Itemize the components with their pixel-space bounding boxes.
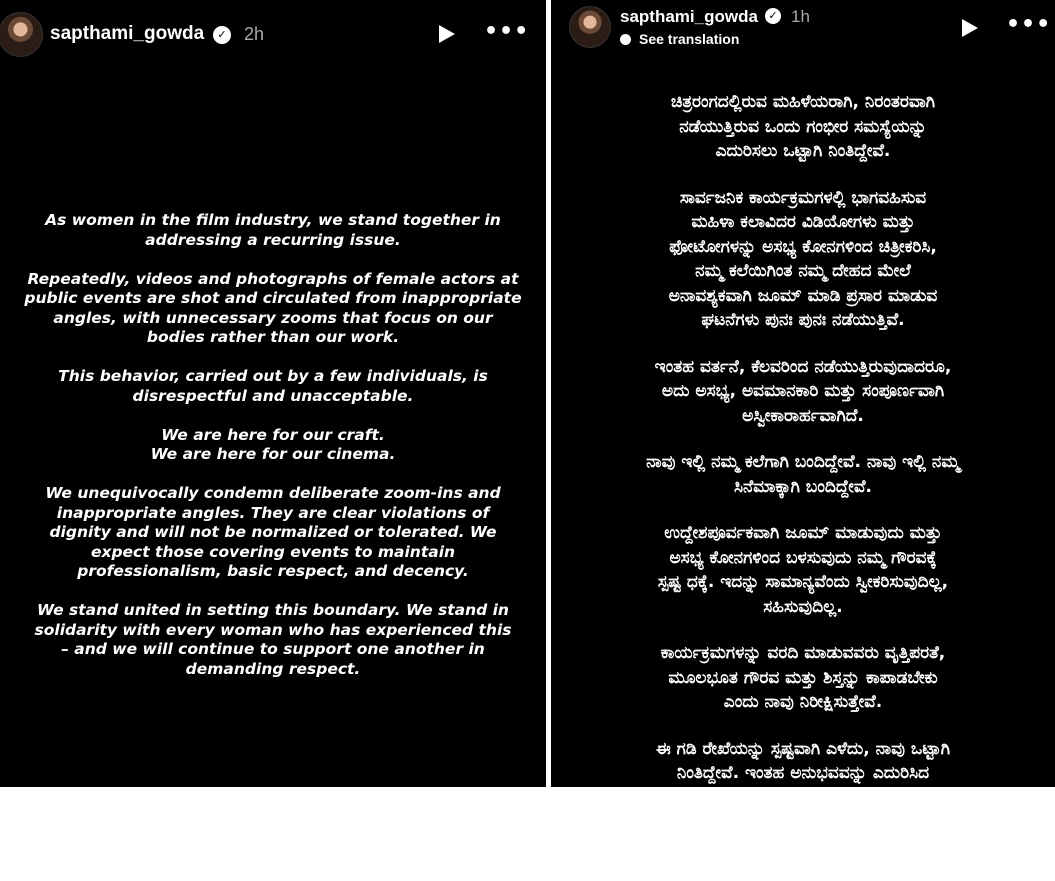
story-paragraph: ಉದ್ದೇಶಪೂರ್ವಕವಾಗಿ ಜೂಮ್ ಮಾಡುವುದು ಮತ್ತು ಅಸಭ್ಯ ಕೋನಗಳಿಂದ ಬಳಸುವುದು ನಮ್ಮ ಗೌರವಕ್ಕೆ ಸ್ಪಷ್ಟ ಧಕ್ಕೆ. ಇದನ್ನು ಸಾಮಾನ್ಯವೆಂದು ಸ್ವೀಕರಿಸುವುದಿಲ್ಲ, ಸಹಿಸುವುದಿಲ್ಲ. — [657, 523, 949, 617]
story-paragraph: Repeatedly, videos and photographs of female actors at public events are shot and circulated from inappropriate angles, with unnecessary zooms that focus on our bodies rather than our work. — [24, 269, 522, 346]
story-paragraph: ಕಾರ್ಯಕ್ರಮಗಳನ್ನು ವರದಿ ಮಾಡುವವರು ವೃತ್ತಿಪರತೆ, ಮೂಲಭೂತ ಗೌರವ ಮತ್ತು ಶಿಸ್ತನ್ನು ಕಾಪಾಡಬೇಕು ಎಂದು ನಾವು ನಿರೀಕ್ಷಿಸುತ್ತೇವೆ. — [660, 643, 946, 712]
username[interactable]: sapthami_gowda — [620, 7, 758, 26]
story-paragraph: We are here for our craft. We are here for our cinema. — [150, 425, 396, 463]
more-options-icon[interactable]: ••• — [1006, 12, 1052, 37]
story-text — [561, 90, 1045, 881]
verified-badge-icon: ✓ — [765, 8, 781, 24]
story-paragraph: This behavior, carried out by a few individuals, is disrespectful and unacceptable. — [58, 367, 488, 405]
username[interactable]: sapthami_gowda — [50, 23, 205, 44]
more-options-icon[interactable]: ••• — [484, 19, 530, 44]
story-paragraph: ಸಾರ್ವಜನಿಕ ಕಾರ್ಯಕ್ರಮಗಳಲ್ಲಿ ಭಾಗವಹಿಸುವ ಮಹಿಳಾ ಕಲಾವಿದರ ವಿಡಿಯೋಗಳು ಮತ್ತು ಫೋಟೋಗಳನ್ನು ಅಸಭ್ಯ ಕೋನಗಳಿಂದ ಚಿತ್ರೀಕರಿಸಿ, ನಮ್ಮ ಕಲೆಯಿಗಿಂತ ನಮ್ಮ ದೇಹದ ಮೇಲೆ ಅನಾವಶ್ಯಕವಾಗಿ ಜೂಮ್ ಮಾಡಿ ಪ್ರಸಾರ ಮಾಡುವ ಘಟನೆಗಳು ಪುನಃ ಪುನಃ ನಡೆಯುತ್ತಿವೆ. — [668, 187, 938, 330]
avatar[interactable] — [569, 6, 611, 48]
story-paragraph: ಇಂತಹ ವರ್ತನೆ, ಕೆಲವರಿಂದ ನಡೆಯುತ್ತಿರುವುದಾದರೂ, ಅದು ಅಸಭ್ಯ, ಅವಮಾನಕಾರಿ ಮತ್ತು ಸಂಪೂರ್ಣವಾಗಿ ಅಸ್ವೀಕಾರಾರ್ಹವಾಗಿದೆ. — [654, 356, 952, 426]
post-timestamp: 1h — [791, 7, 810, 26]
story-panel-kannada — [551, 0, 1055, 857]
story-text — [0, 211, 546, 699]
story-paragraph: We unequivocally condemn deliberate zoom-ins and inappropriate angles. They are clear violations of dignity and will not be normalized or tolerated. We expect those covering events to maintain professionalism, basic respect, and decency. — [45, 484, 501, 580]
play-icon[interactable] — [439, 25, 455, 43]
story-panel-english — [0, 0, 546, 787]
story-paragraph: ಈ ಗಡಿ ರೇಖೆಯನ್ನು ಸ್ಪಷ್ಟವಾಗಿ ಎಳೆದು, ನಾವು ಒಟ್ಟಾಗಿ ನಿಂತಿದ್ದೇವೆ. ಇಂತಹ ಅನುಭವವನ್ನು ಎದುರಿಸಿದ ಪ್ರತಿಯೊಬ್ಬ ಮಹಿಳೆಯೊಂದಿಗೂ ನಾವು ಐಕ್ಯತೆಯಲ್ಲಿ ನಿಂತಿದ್ದೇವೆ. ಗೌರವವನ್ನು ಬೇಡುವ ನಮ್ಮ ಧ್ವನಿ ಮುಂದುವರೆಯುತ್ತದೆ. — [655, 738, 950, 857]
play-icon[interactable] — [962, 19, 978, 37]
story-paragraph: We stand united in setting this boundary. We stand in solidarity with every woman who has experienced this – and we will continue to support one another in demanding respect. — [34, 601, 512, 678]
story-header — [551, 0, 1055, 80]
post-timestamp: 2h — [244, 24, 265, 44]
translate-icon — [620, 34, 631, 45]
story-paragraph: ನಾವು ಇಲ್ಲಿ ನಮ್ಮ ಕಲೆಗಾಗಿ ಬಂದಿದ್ದೇವೆ. ನಾವು ಇಲ್ಲಿ ನಮ್ಮ ಸಿನೆಮಾಕ್ಕಾಗಿ ಬಂದಿದ್ದೇವೆ. — [646, 452, 960, 497]
avatar[interactable] — [0, 12, 43, 57]
story-paragraph: As women in the film industry, we stand together in addressing a recurring issue. — [45, 211, 501, 249]
see-translation-link[interactable] — [620, 31, 739, 47]
story-paragraph: ಚಿತ್ರರಂಗದಲ್ಲಿರುವ ಮಹಿಳೆಯರಾಗಿ, ನಿರಂತರವಾಗಿ ನಡೆಯುತ್ತಿರುವ ಒಂದು ಗಂಭೀರ ಸಮಸ್ಯೆಯನ್ನು ಎದುರಿಸಲು ಒಟ್ಟಾಗಿ ನಿಂತಿದ್ದೇವೆ. — [670, 92, 936, 161]
story-header — [0, 0, 546, 80]
see-translation-label: See translation — [639, 31, 740, 47]
verified-badge-icon: ✓ — [213, 26, 231, 44]
